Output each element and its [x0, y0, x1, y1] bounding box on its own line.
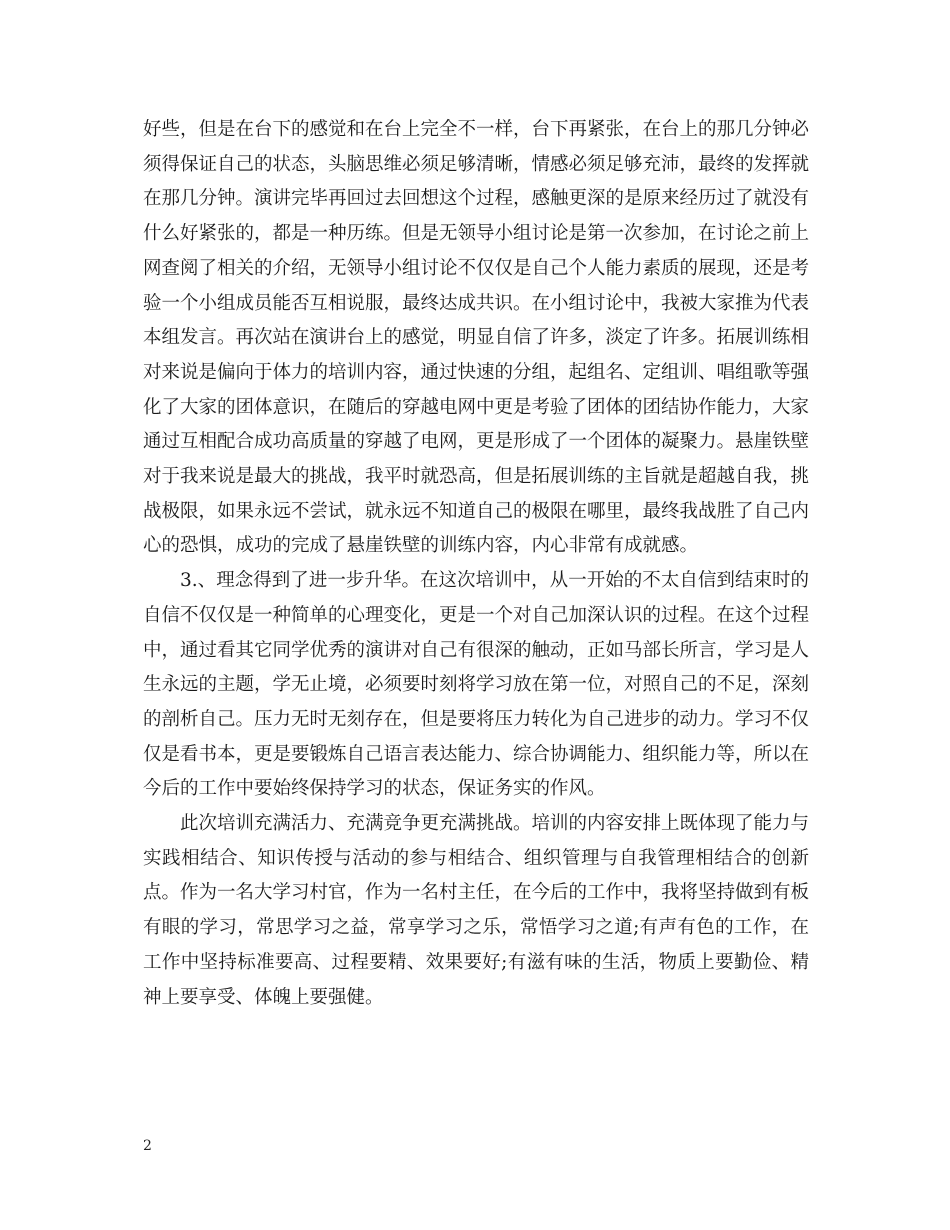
paragraph-conclusion: 此次培训充满活力、充满竞争更充满挑战。培训的内容安排上既体现了能力与实践相结合、知识传授与活动的参与相结合、组织管理与自我管理相结合的创新点。作为一名大学习村官，作为一名村主任，在今后的工作中，我将坚持做到有板有眼的学习，常思学习之益，常享学习之乐，常悟学习之道;有声有色的工作，在工作中坚持标准要高、过程要精、效果要好;有滋有味的生活，物质上要勤俭、精神上要享受、体魄上要强健。: [143, 813, 810, 1008]
paragraph-concept-sublimation: 3.、理念得到了进一步升华。在这次培训中，从一开始的不太自信到结束时的自信不仅仅是一种简单的心理变化，更是一个对自己加深认识的过程。在这个过程中，通过看其它同学优秀的演讲对自己有很深的触动，正如马部长所言，学习是人生永远的主题，学无止境，必须要时刻将学习放在第一位，对照自己的不足，深刻的剖析自己。压力无时无刻存在，但是要将压力转化为自己进步的动力。学习不仅仅是看书本，更是要锻炼自己语言表达能力、综合协调能力、组织能力等，所以在今后的工作中要始终保持学习的状态，保证务实的作风。: [143, 570, 810, 800]
body-text: [143, 113, 809, 1015]
paragraph-continuation: 好些，但是在台下的感觉和在台上完全不一样，台下再紧张，在台上的那几分钟必须得保证自己的状态，头脑思维必须足够清晰，情感必须足够充沛，最终的发挥就在那几分钟。演讲完毕再回过去回想这个过程，感触更深的是原来经历过了就没有什么好紧张的，都是一种历练。但是无领导小组讨论是第一次参加，在讨论之前上网查阅了相关的介绍，无领导小组讨论不仅仅是自己个人能力素质的展现，还是考验一个小组成员能否互相说服，最终达成共识。在小组讨论中，我被大家推为代表本组发言。再次站在演讲台上的感觉，明显自信了许多，淡定了许多。拓展训练相对来说是偏向于体力的培训内容，通过快速的分组，起组名、定组训、唱组歌等强化了大家的团体意识，在随后的穿越电网中更是考验了团体的团结协作能力，大家通过互相配合成功高质量的穿越了电网，更是形成了一个团体的凝聚力。悬崖铁壁对于我来说是最大的挑战，我平时就恐高，但是拓展训练的主旨就是超越自我，挑战极限，如果永远不尝试，就永远不知道自己的极限在哪里，最终我战胜了自己内心的恐惧，成功的完成了悬崖铁壁的训练内容，内心非常有成就感。: [143, 119, 810, 557]
page-number: 2: [143, 1138, 152, 1154]
